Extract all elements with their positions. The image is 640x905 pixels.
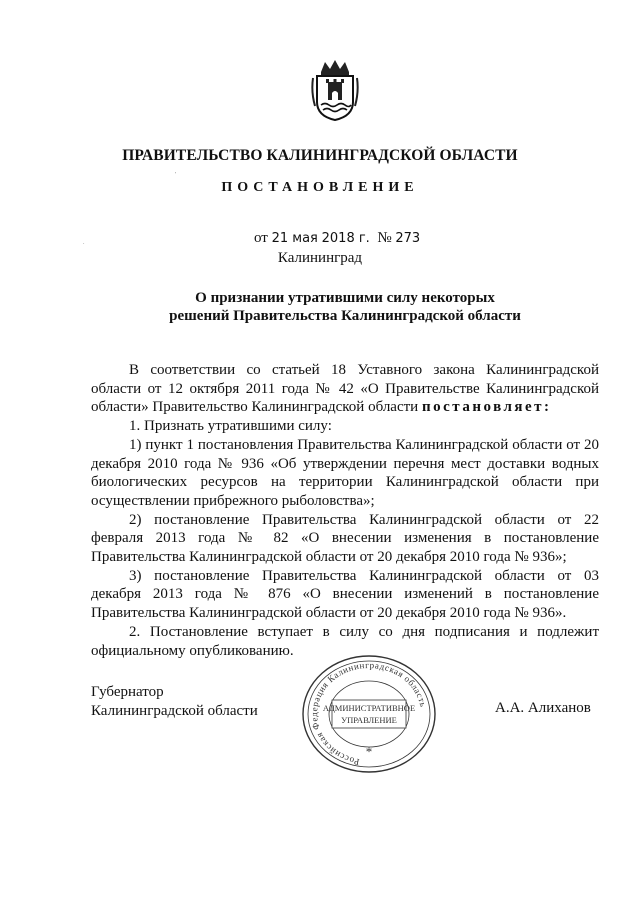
intro-paragraph <box>91 361 599 417</box>
signatory-title <box>91 683 258 721</box>
document-body <box>91 361 599 660</box>
official-stamp <box>298 652 440 777</box>
date-year: 2018 г. <box>321 231 370 246</box>
stamp-star: * <box>365 744 373 759</box>
signatory-title-line-1: Губернатор <box>91 684 164 700</box>
subject-line-2: решений Правительства Калининградской области <box>169 308 521 324</box>
item-1: 1. Признать утратившими силу: <box>129 418 332 435</box>
item-1-sub-3: 3) постановление Правительства Калининградской области от 03 декабря 2013 года № 876 «О внесении изменений в постановление Правительства Калининградской области от 20 декабря 2010 года № 936». <box>91 567 599 622</box>
item-2: 2. Постановление вступает в силу со дня подписания и подлежит официальному опубликованию. <box>91 623 599 659</box>
stamp-center-line-1: АДМИНИСТРАТИВНОЕ <box>322 703 416 713</box>
stamp-ring-text: Российская Федерация Калининградская область <box>309 659 429 768</box>
document-subject <box>0 289 640 325</box>
date-prefix: от <box>254 230 268 246</box>
intro-text: В соответствии со статьей 18 Уставного закона Калининградской области от 12 октября 2011 года № 42 «О Правительстве Калининградской области» Правительство Калининградской области <box>91 362 599 416</box>
coat-of-arms-emblem <box>311 58 359 122</box>
number-sign: № <box>377 230 392 246</box>
date-day-month: 21 мая <box>271 231 318 246</box>
intro-verb: постановляет: <box>421 399 552 416</box>
signatory-title-line-2: Калининградской области <box>91 703 258 719</box>
signatory-name: А.А. Алиханов <box>495 700 591 716</box>
issue-city: Калининград <box>277 250 363 266</box>
document-dateline <box>254 230 420 247</box>
organization-name: ПРАВИТЕЛЬСТВО КАЛИНИНГРАДСКОЙ ОБЛАСТИ <box>122 147 518 164</box>
subject-line-1: О признании утратившими силу некоторых <box>195 290 495 306</box>
item-1-sub-1: 1) пункт 1 постановления Правительства Калининградской области от 20 декабря 2010 года № 936 «Об утверждении перечня мест доставки водных биологических ресурсов на территории Калининградской области при осуществлении прибрежного рыболовства»; <box>91 436 599 509</box>
document-type-title: ПОСТАНОВЛЕНИЕ <box>221 180 419 195</box>
item-1-sub-2: 2) постановление Правительства Калининградской области от 22 февраля 2013 года № 82 «О внесении изменения в постановление Правительства Калининградской области от 20 декабря 2010 года № 936»; <box>91 511 599 566</box>
scan-speck: ' <box>175 172 177 178</box>
document-number: 273 <box>395 231 421 246</box>
stamp-center-line-2: УПРАВЛЕНИЕ <box>341 715 397 725</box>
scan-speck: . <box>83 240 85 246</box>
